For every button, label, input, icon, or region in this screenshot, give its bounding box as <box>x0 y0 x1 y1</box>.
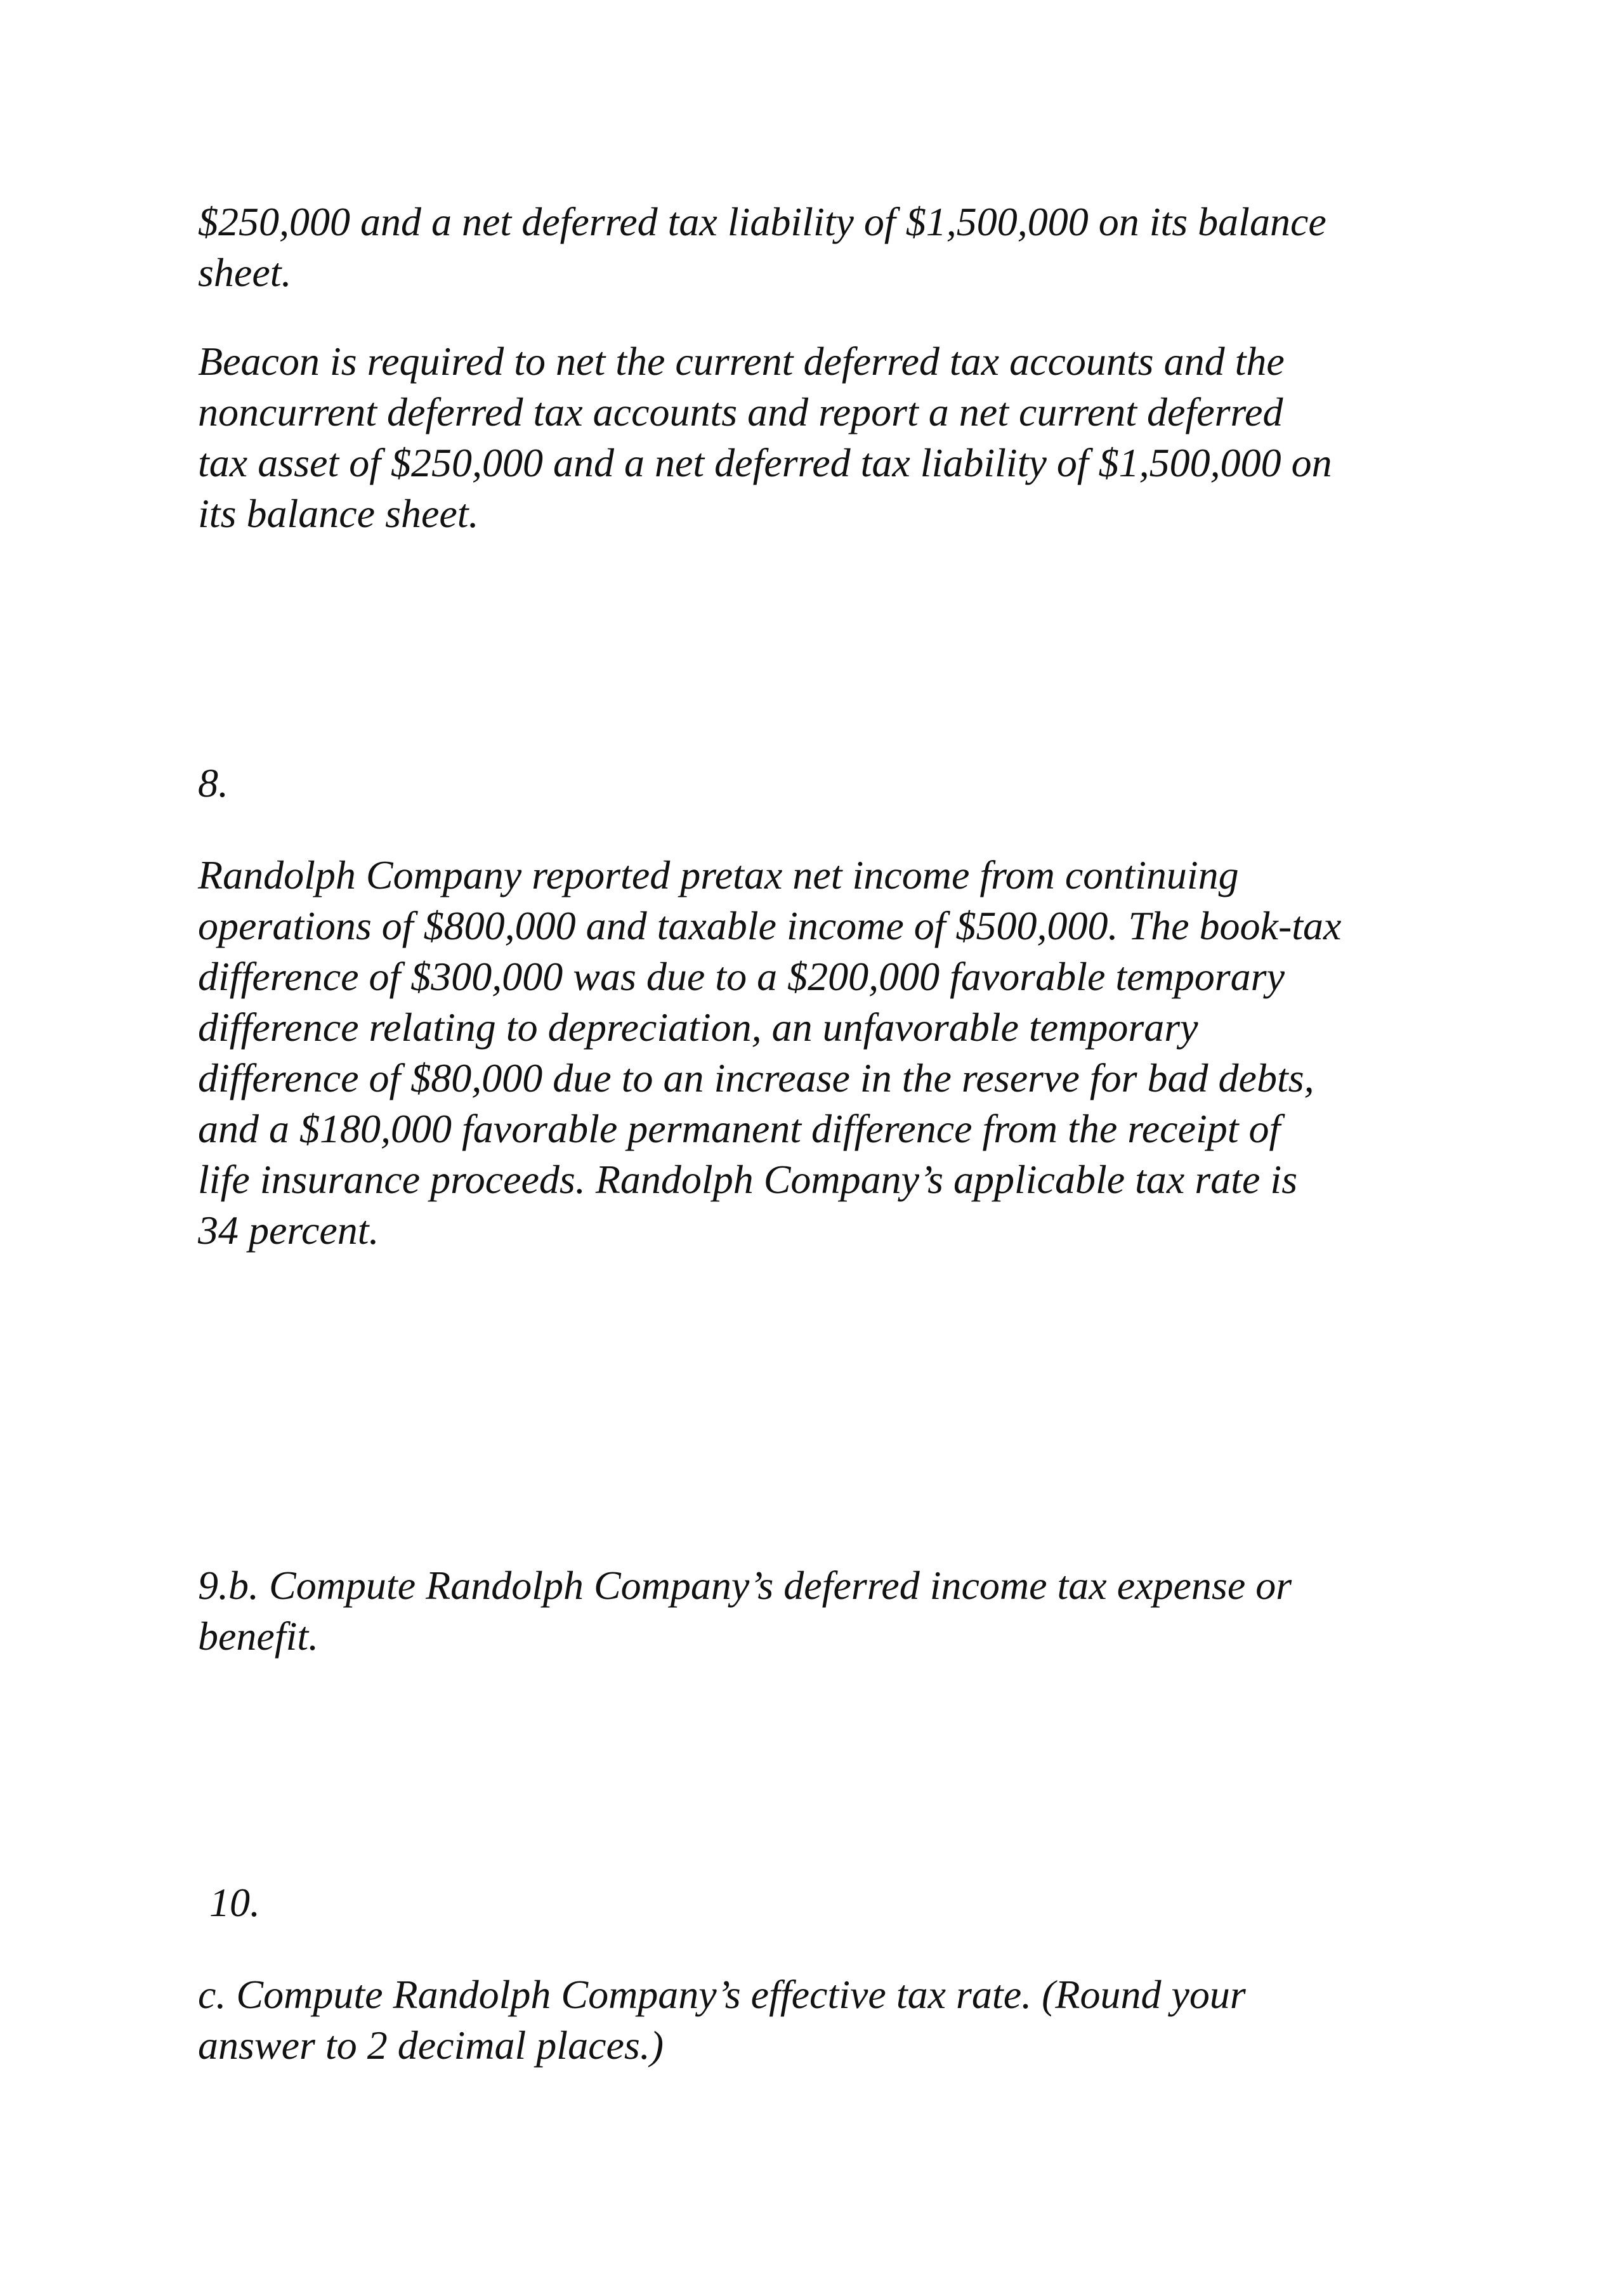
question-9b <box>198 1560 1473 1662</box>
text-line: life insurance proceeds. Randolph Company’s applicable tax rate is <box>198 1157 1298 1202</box>
text-line: benefit. <box>198 1614 319 1659</box>
text-line: Randolph Company reported pretax net income from continuing <box>198 852 1239 897</box>
text-line: tax asset of $250,000 and a net deferred tax liability of $1,500,000 on <box>198 440 1332 485</box>
text-line: difference of $300,000 was due to a $200,000 favorable temporary <box>198 954 1285 999</box>
question-8-number <box>198 758 1473 809</box>
text-line: operations of $800,000 and taxable income of $500,000. The book-tax <box>198 903 1342 948</box>
text-line: $250,000 and a net deferred tax liability of $1,500,000 on its balance <box>198 199 1326 244</box>
text-line: answer to 2 decimal places.) <box>198 2023 664 2068</box>
text-line: and a $180,000 favorable permanent difference from the receipt of <box>198 1106 1281 1151</box>
text-line: its balance sheet. <box>198 491 479 536</box>
text-line: Beacon is required to net the current deferred tax accounts and the <box>198 339 1285 384</box>
text-line: noncurrent deferred tax accounts and report a net current deferred <box>198 389 1283 434</box>
question-number: 8. <box>198 760 228 806</box>
question-number: 10. <box>209 1880 260 1925</box>
text-line: 9.b. Compute Randolph Company’s deferred income tax expense or <box>198 1563 1292 1608</box>
paragraph-continuation <box>198 197 1473 298</box>
text-line: c. Compute Randolph Company’s effective tax rate. (Round your <box>198 1972 1246 2017</box>
question-10-number <box>209 1877 1484 1928</box>
text-line: 34 percent. <box>198 1208 379 1253</box>
paragraph-beacon <box>198 336 1473 539</box>
text-line: difference relating to depreciation, an unfavorable temporary <box>198 1005 1198 1050</box>
text-line: sheet. <box>198 250 292 295</box>
text-line: difference of $80,000 due to an increase in the reserve for bad debts, <box>198 1055 1314 1100</box>
question-8-body <box>198 850 1473 1256</box>
question-10c <box>198 1969 1473 2071</box>
